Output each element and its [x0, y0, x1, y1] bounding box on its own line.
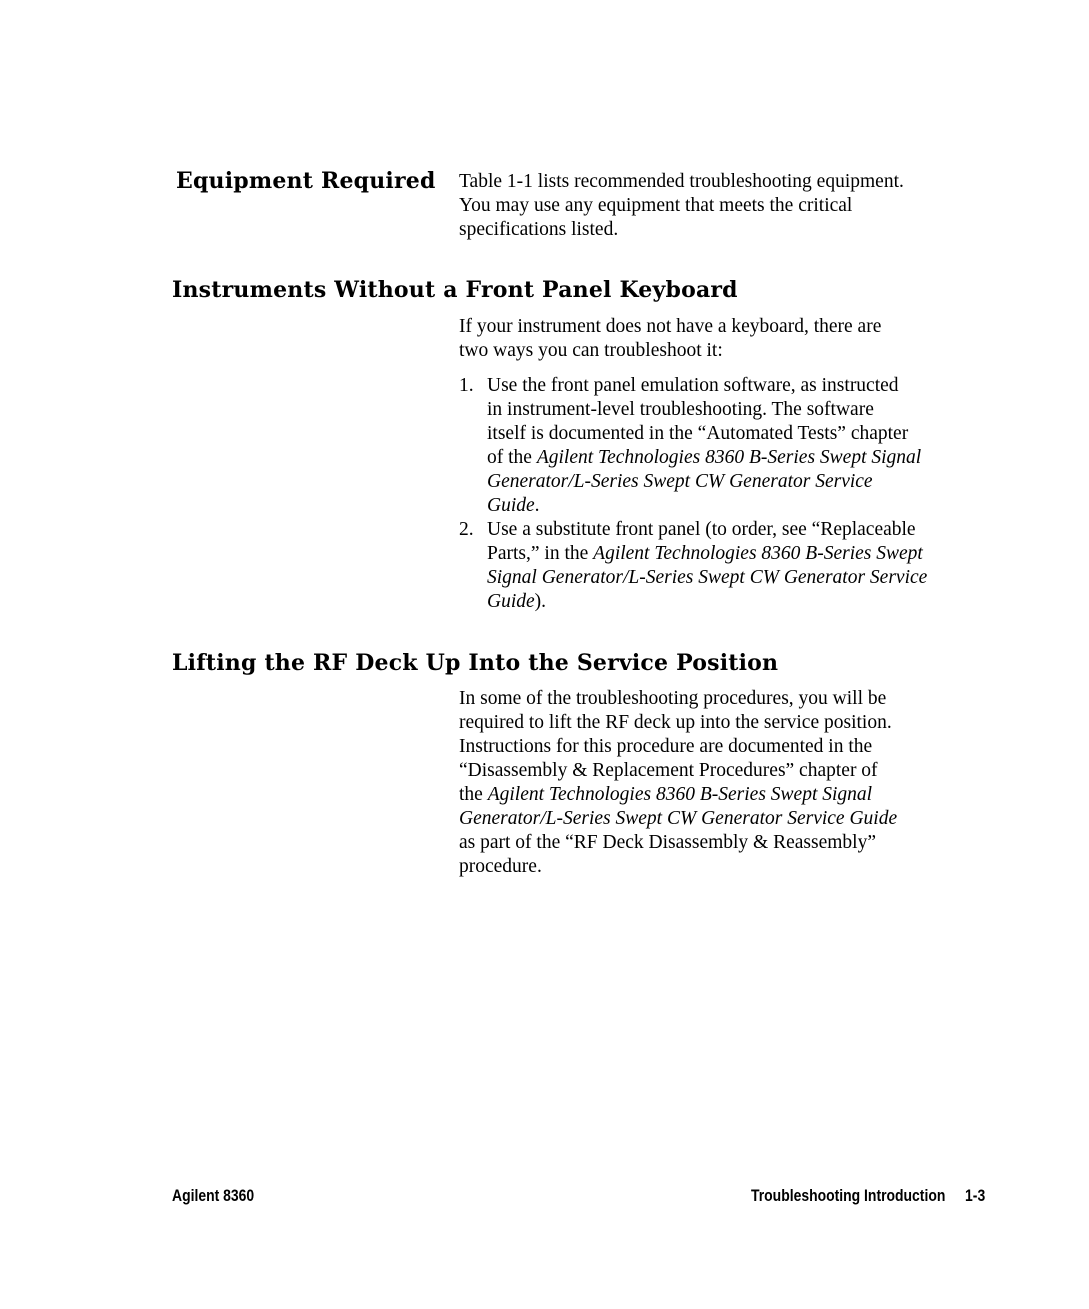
paragraph-line: specifications listed.	[459, 219, 619, 240]
paragraph-line: Table 1-1 lists recommended troubleshooting equipment.	[459, 171, 904, 192]
no-keyboard-body	[459, 315, 1014, 614]
paragraph-line: “Disassembly & Replacement Procedures” chapter of	[459, 760, 878, 781]
rf-deck-paragraph	[459, 687, 1014, 879]
paragraph-line: Instructions for this procedure are documented in the	[459, 736, 873, 757]
paragraph-line: You may use any equipment that meets the critical	[459, 195, 853, 216]
book-title: Guide	[487, 495, 535, 516]
paragraph-line: In some of the troubleshooting procedures, you will be	[459, 688, 887, 709]
footer-chapter-title: Troubleshooting Introduction	[751, 1186, 946, 1205]
book-title: Guide	[487, 591, 535, 612]
book-title: Agilent Technologies 8360 B-Series Swept	[593, 543, 923, 564]
text: ).	[534, 591, 547, 612]
text: Parts,” in the	[487, 543, 594, 564]
text: of the	[487, 447, 537, 468]
book-title: Generator/L-Series Swept CW Generator Service Guide	[459, 808, 898, 829]
equipment-paragraph	[459, 170, 1014, 242]
list-number: 1.	[459, 375, 474, 396]
book-title: Signal Generator/L-Series Swept CW Generator Service	[487, 567, 928, 588]
paragraph-line	[487, 446, 1014, 470]
paragraph-line: two ways you can troubleshoot it:	[459, 340, 723, 361]
text: .	[534, 495, 540, 516]
intro-paragraph	[459, 315, 1014, 363]
paragraph-line	[459, 783, 1014, 807]
book-title: Agilent Technologies 8360 B-Series Swept Signal	[536, 447, 922, 468]
paragraph-line	[487, 470, 1014, 494]
paragraph-line: as part of the “RF Deck Disassembly & Reassembly”	[459, 832, 876, 853]
section-heading-rf-deck: Lifting the RF Deck Up Into the Service Position	[172, 650, 779, 676]
list-item	[459, 518, 1014, 614]
paragraph-line: in instrument-level troubleshooting. The software	[487, 399, 874, 420]
footer-chapter	[751, 1186, 985, 1206]
book-title: Agilent Technologies 8360 B-Series Swept Signal	[487, 784, 873, 805]
paragraph-line	[459, 807, 1014, 831]
list-item	[459, 374, 1014, 518]
footer-product-name: Agilent 8360	[172, 1186, 255, 1205]
paragraph-line	[487, 590, 1014, 614]
section-heading-equipment-required: Equipment Required	[176, 168, 436, 194]
paragraph-line: Use the front panel emulation software, as instructed	[487, 375, 899, 396]
list-number: 2.	[459, 519, 474, 540]
paragraph-line: required to lift the RF deck up into the service position.	[459, 712, 892, 733]
text: the	[459, 784, 488, 805]
paragraph-line: Use a substitute front panel (to order, see “Replaceable	[487, 519, 916, 540]
paragraph-line	[487, 566, 1014, 590]
paragraph-line	[487, 494, 1014, 518]
paragraph-line: procedure.	[459, 856, 542, 877]
section-heading-no-keyboard: Instruments Without a Front Panel Keyboard	[172, 277, 738, 303]
troubleshoot-options-list	[459, 374, 1014, 614]
paragraph-line: itself is documented in the “Automated Tests” chapter	[487, 423, 909, 444]
book-title: Generator/L-Series Swept CW Generator Service	[487, 471, 873, 492]
paragraph-line: If your instrument does not have a keyboard, there are	[459, 316, 882, 337]
paragraph-line	[487, 542, 1014, 566]
page-number: 1-3	[965, 1186, 986, 1205]
